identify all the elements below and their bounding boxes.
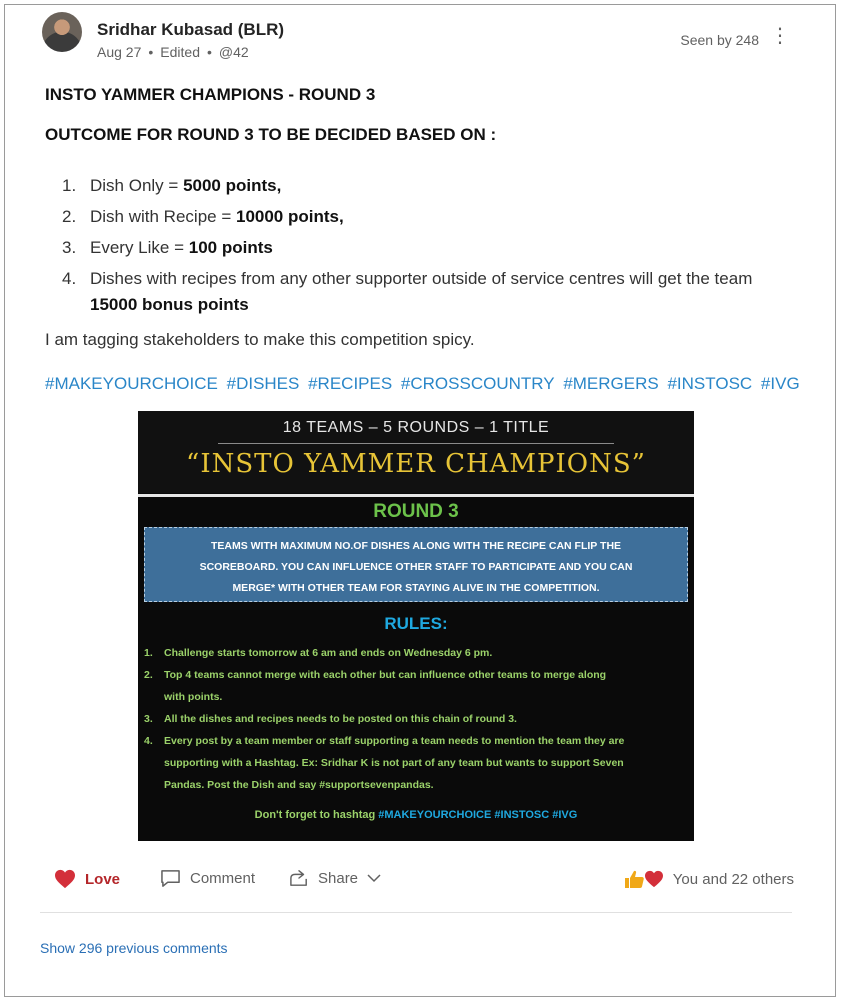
love-button[interactable]: [54, 869, 120, 889]
hashtag-row: [45, 374, 804, 394]
share-button[interactable]: [289, 869, 381, 887]
list-item: 4. Dishes with recipes from any other supporter outside of service centres will get the team 15000 bonus points: [62, 269, 753, 314]
poster-info-box: [144, 527, 688, 602]
avatar[interactable]: [42, 12, 82, 52]
post-image[interactable]: [138, 411, 694, 841]
hashtag-link[interactable]: #MAKEYOURCHOICE: [45, 374, 218, 393]
edited-label[interactable]: Edited: [160, 44, 200, 60]
hashtag-link[interactable]: #MERGERS: [563, 374, 659, 393]
poster-rule: [218, 443, 614, 444]
list-item: 2. Dish with Recipe = 10000 points,: [62, 207, 344, 226]
reactions-summary[interactable]: [623, 869, 794, 889]
comment-label: Comment: [190, 870, 256, 887]
poster-round: ROUND 3: [373, 501, 459, 522]
reaction-icons: [623, 869, 664, 889]
hashtag-link[interactable]: #IVG: [760, 374, 800, 393]
poster-divider: [138, 494, 694, 497]
share-icon: [289, 869, 309, 887]
seen-by[interactable]: Seen by 248: [680, 32, 759, 48]
post-subheading: OUTCOME FOR ROUND 3 TO BE DECIDED BASED ON :: [45, 125, 497, 144]
hashtag-link[interactable]: #CROSSCOUNTRY: [400, 374, 555, 393]
divider: [40, 912, 792, 913]
poster-subtitle: 18 TEAMS – 5 ROUNDS – 1 TITLE: [282, 419, 550, 436]
rule-item: 3. All the dishes and recipes needs to be posted on this chain of round 3.: [144, 713, 517, 725]
heart-icon: [644, 870, 664, 888]
info-line: SCOREBOARD. YOU CAN INFLUENCE OTHER STAFF TO PARTICIPATE AND YOU CAN: [199, 561, 633, 573]
more-vertical-icon[interactable]: ⋮: [770, 25, 790, 47]
rule-item: 1. Challenge starts tomorrow at 6 am and ends on Wednesday 6 pm.: [144, 647, 493, 659]
mention-label[interactable]: @42: [218, 44, 249, 60]
rules-heading: RULES:: [384, 614, 448, 633]
love-label: Love: [85, 870, 121, 888]
comment-button[interactable]: [160, 869, 255, 888]
info-line: MERGE* WITH OTHER TEAM FOR STAYING ALIVE IN THE COMPETITION.: [232, 582, 600, 594]
show-previous-comments-link[interactable]: Show 296 previous comments: [40, 940, 228, 956]
share-label: Share: [318, 869, 359, 887]
points-list: [62, 173, 802, 323]
rules-list: [144, 642, 690, 796]
post-meta: Aug 27 • Edited • @42: [97, 44, 249, 60]
comment-icon: [160, 869, 181, 888]
poster-hashtag-line: Don't forget to hashtag #MAKEYOURCHOICE #INSTOSC #IVG: [254, 809, 578, 821]
info-line: TEAMS WITH MAXIMUM NO.OF DISHES ALONG WITH THE RECIPE CAN FLIP THE: [210, 540, 622, 552]
reactions-label: You and 22 others: [672, 870, 794, 888]
hashtag-link[interactable]: #DISHES: [226, 374, 300, 393]
author-name[interactable]: Sridhar Kubasad (BLR): [97, 20, 285, 39]
heart-icon: [54, 869, 76, 889]
poster-header: [138, 411, 694, 493]
post-paragraph: I am tagging stakeholders to make this competition spicy.: [45, 330, 475, 349]
poster-title: “INSTO YAMMER CHAMPIONS”: [186, 449, 646, 479]
rule-item: 2. Top 4 teams cannot merge with each other but can influence other teams to merge along with points.: [144, 669, 607, 703]
post-heading: INSTO YAMMER CHAMPIONS - ROUND 3: [45, 85, 376, 104]
post-date[interactable]: Aug 27: [97, 44, 142, 60]
thumbs-up-icon: [623, 869, 645, 889]
list-item: 1. Dish Only = 5000 points,: [62, 176, 282, 195]
chevron-down-icon[interactable]: [367, 874, 381, 883]
list-item: 3. Every Like = 100 points: [62, 238, 273, 257]
hashtag-link[interactable]: #RECIPES: [308, 374, 393, 393]
hashtag-link[interactable]: #INSTOSC: [667, 374, 753, 393]
rule-item: 4. Every post by a team member or staff supporting a team needs to mention the team they are supporting with a Hashtag. Ex: Sridhar K is not part of any team but wants to support Seven Pandas. Post the Dish and say #supportsevenpandas.: [144, 735, 625, 791]
